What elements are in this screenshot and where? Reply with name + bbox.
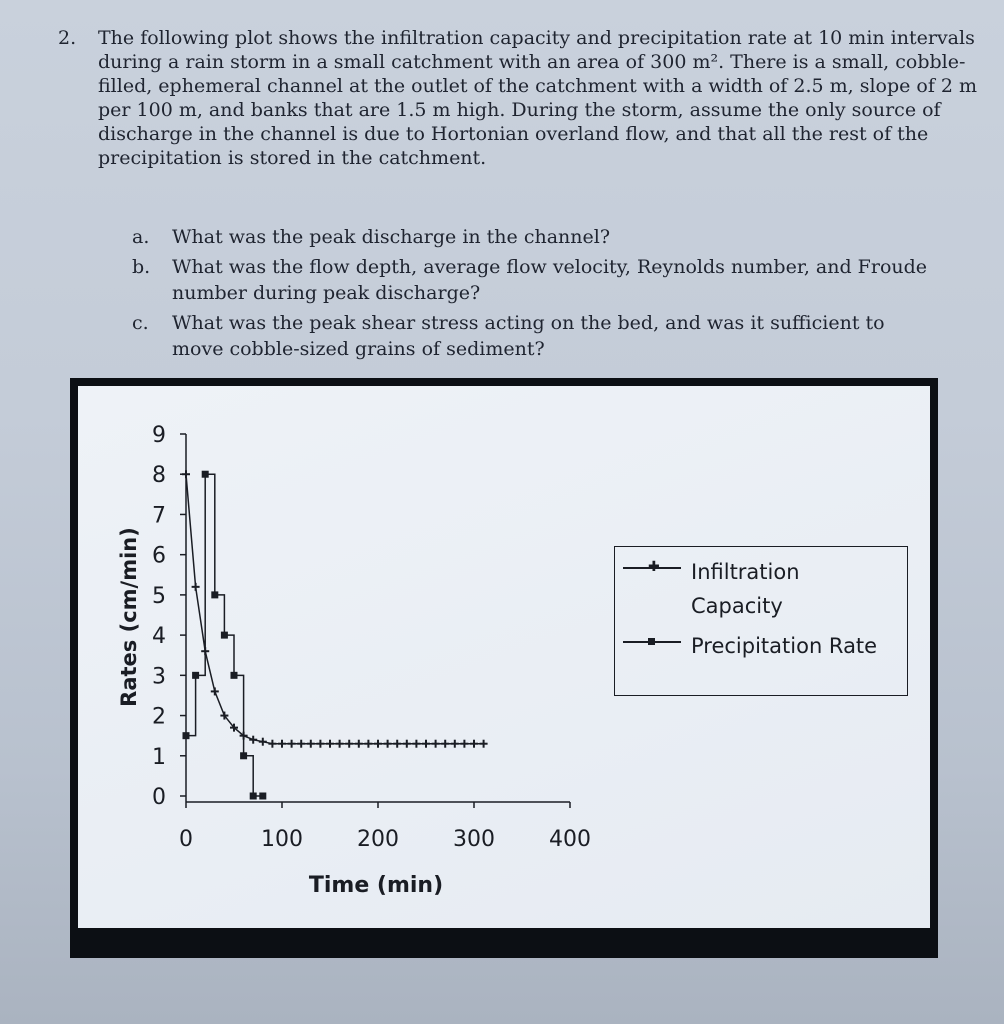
- x-tick-label-200: 200: [357, 827, 399, 852]
- problem-parts: [132, 224, 932, 366]
- part-c: [132, 310, 932, 362]
- y-tick-label-4: 4: [152, 624, 166, 650]
- y-tick-label-6: 6: [152, 543, 166, 569]
- part-c-label: c.: [132, 312, 149, 334]
- x-tick-label-0: 0: [179, 827, 193, 852]
- part-c-text: What was the peak shear stress acting on the bed, and was it sufficient to move cobble-sized grains of sediment?: [172, 312, 885, 360]
- legend-symbol-square: [623, 629, 681, 653]
- y-tick-label-3: 3: [152, 664, 166, 690]
- y-tick-label-2: 2: [152, 704, 166, 730]
- part-a: [132, 224, 932, 250]
- problem-number: 2.: [58, 27, 77, 49]
- y-tick-label-7: 7: [152, 503, 166, 529]
- chart-legend: [614, 546, 908, 696]
- y-tick-label-0: 0: [152, 785, 166, 810]
- problem-stem: The following plot shows the infiltration capacity and precipitation rate at 10 min intervals during a rain storm in a small catchment with an area of 300 m². There is a small, cobble-filled, ephemeral channel at the outlet of the catchment with a width of 2.5 m, slope of 2 m per 100 m, and banks that are 1.5 m high. During the storm, assume the only source of discharge in the channel is due to Hortonian overland flow, and that all the rest of the precipitation is stored in the catchment.: [98, 27, 978, 169]
- x-tick-label-400: 400: [549, 827, 591, 852]
- legend-label-precipitation: Precipitation Rate: [691, 634, 878, 658]
- y-tick-label-5: 5: [152, 583, 166, 609]
- legend-symbol-plus: ✚: [623, 555, 681, 579]
- y-tick-label-9: 9: [152, 423, 166, 448]
- y-tick-label-8: 8: [152, 463, 166, 489]
- part-b-text: What was the flow depth, average flow velocity, Reynolds number, and Froude number during peak discharge?: [172, 256, 928, 304]
- x-axis-label: Time (min): [308, 873, 444, 898]
- legend-item-precipitation: [623, 629, 877, 663]
- x-tick-label-100: 100: [261, 827, 303, 852]
- legend-label-infiltration-1: Infiltration: [691, 560, 800, 584]
- legend-item-infiltration: [623, 555, 800, 623]
- part-b-label: b.: [132, 256, 151, 278]
- legend-label-infiltration-2: Capacity: [691, 594, 783, 618]
- y-axis-label: Rates (cm/min): [117, 527, 141, 707]
- y-tick-label-1: 1: [152, 744, 166, 770]
- x-tick-label-300: 300: [453, 827, 495, 852]
- part-a-label: a.: [132, 226, 150, 248]
- part-a-text: What was the peak discharge in the channel?: [172, 226, 611, 248]
- part-b: [132, 254, 932, 306]
